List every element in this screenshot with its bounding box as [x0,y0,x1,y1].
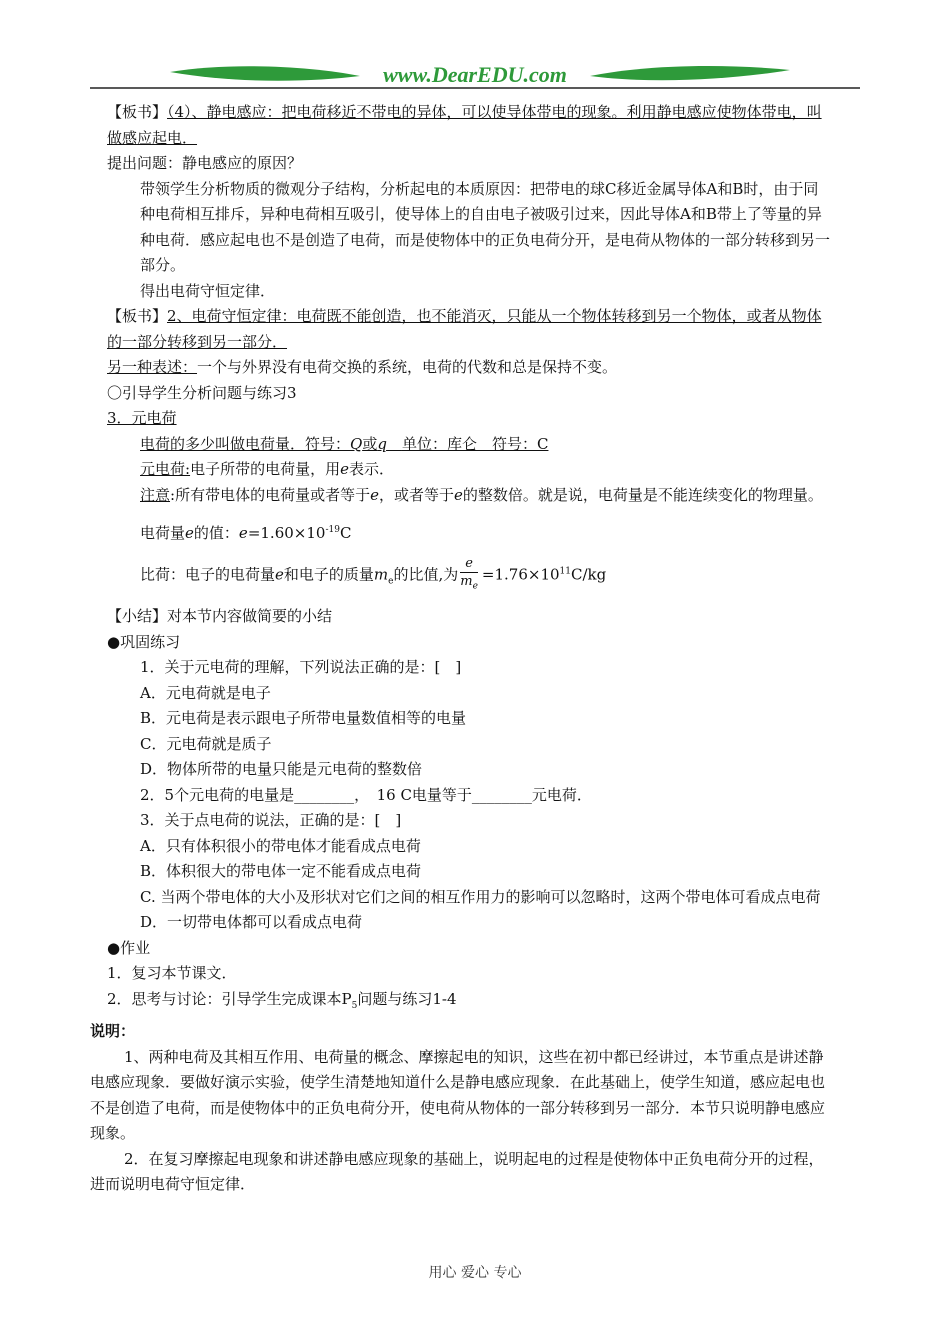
fraction-formula: $\frac{e}{m_e}$ [460,555,478,592]
guide-line: 〇引导学生分析问题与练习3 [107,383,297,402]
question-3-option-c: C. 当两个带电体的大小及形状对它们之间的相互作用力的影响可以忽略时，这两个带电体可看成点电荷 [140,887,821,906]
question-1-option-a: A．元电荷就是电子 [140,683,271,702]
question-3: 3．关于点电荷的说法，正确的是：[ ] [140,811,402,830]
question-line: 提出问题：静电感应的原因？ [107,154,303,172]
banner-swoosh-icon [90,58,860,90]
charge-definition: 电荷的多少叫做电荷量．符号：Q或q 单位：库仑 符号：C [140,434,549,453]
question-1: 1．关于元电荷的理解，下列说法正确的是：[ ] [140,658,462,677]
analysis-paragraph: 带领学生分析物质的微观分子结构，分析起电的本质原因：把带电的球C移近金属导体A和B时，由于同种电荷相互排斥，异种电荷相互吸引，使导体上的自由电子被吸引过来，因此导体A和B带上了等量的异种电荷．感应起电也不是创造了电荷，而是使物体中的正负电荷分开，是电荷从物体的一部分转移到另一部分。 [140,179,831,274]
question-1-option-c: C．元电荷就是质子 [140,734,272,753]
homework-item-1: 1．复习本节课文． [107,964,237,983]
homework-heading: ●作业 [107,938,151,957]
site-logo: www.DearEDU.com [383,62,567,87]
specific-charge: 比荷：电子的电荷量e和电子的质量$m_e$的比值,为 $\frac{e}{m_e}$ $=1.76\times 10^{11}C/kg$ [140,555,607,592]
page-footer: 用心 爱心 专心 [428,1265,522,1281]
note-paragraph-1: 1、两种电荷及其相互作用、电荷量的概念、摩擦起电的知识，这些在初中都已经讲过，本节重点是讲述静电感应现象．要做好演示实验，使学生清楚地知道什么是静电感应现象．在此基础上，使学生知道，感应起电也不是创造了电荷，而是使物体中的正负电荷分开，使电荷从物体的一部分转移到另一部分．本节只说明静电感应现象。 [90,1047,826,1143]
question-1-option-b: B．元电荷是表示跟电子所带电量数值相等的电量 [140,709,467,728]
attention-note: 注意:所有带电体的电荷量或者等于e，或者等于e的整数倍。就是说，电荷量是不能连续变化的物理量。 [140,485,823,504]
homework-item-2: 2．思考与讨论：引导学生完成课本$P_5$问题与练习1-4 [107,989,457,1011]
question-3-option-d: D．一切带电体都可以看成点电荷 [140,913,363,932]
elementary-charge: 元电荷:电子所带的电荷量，用e表示． [140,460,394,478]
board-note-2: 【板书】2、电荷守恒定律：电荷既不能创造，也不能消灭，只能从一个物体转移到另一个物体，或者从物体的一部分转移到另一部分． [107,307,822,351]
question-1-option-d: D．物体所带的电量只能是元电荷的整数倍 [140,760,423,779]
exercise-heading: ●巩固练习 [107,632,181,651]
alt-statement: 另一种表述：一个与外界没有电荷交换的系统，电荷的代数和总是保持不变。 [107,358,618,376]
note-paragraph-2: 2．在复习摩擦起电现象和讲述静电感应现象的基础上，说明起电的过程是使物体中正负电荷分开的过程，进而说明电荷守恒定律． [90,1149,824,1194]
conclusion-line: 得出电荷守恒定律． [140,281,276,300]
board-note-1: 【板书】（4）、静电感应：把电荷移近不带电的异体，可以使导体带电的现象。利用静电感应使物体带电，叫做感应起电． [107,103,822,147]
notes-heading: 说明： [90,1022,136,1041]
document-body [90,100,832,1198]
question-3-option-a: A．只有体积很小的带电体才能看成点电荷 [140,836,421,855]
question-2: 2．5个元电荷的电量是________， 16 C电量等于________元电荷． [140,785,592,804]
header-banner [90,58,860,90]
summary-line: 【小结】对本节内容做简要的小结 [107,607,333,626]
section-heading: 3．元电荷 [107,409,177,427]
charge-value: 电荷量e的值：$e=1.60\times 10^{-19}C$ [140,524,352,542]
question-3-option-b: B．体积很大的带电体一定不能看成点电荷 [140,862,422,881]
